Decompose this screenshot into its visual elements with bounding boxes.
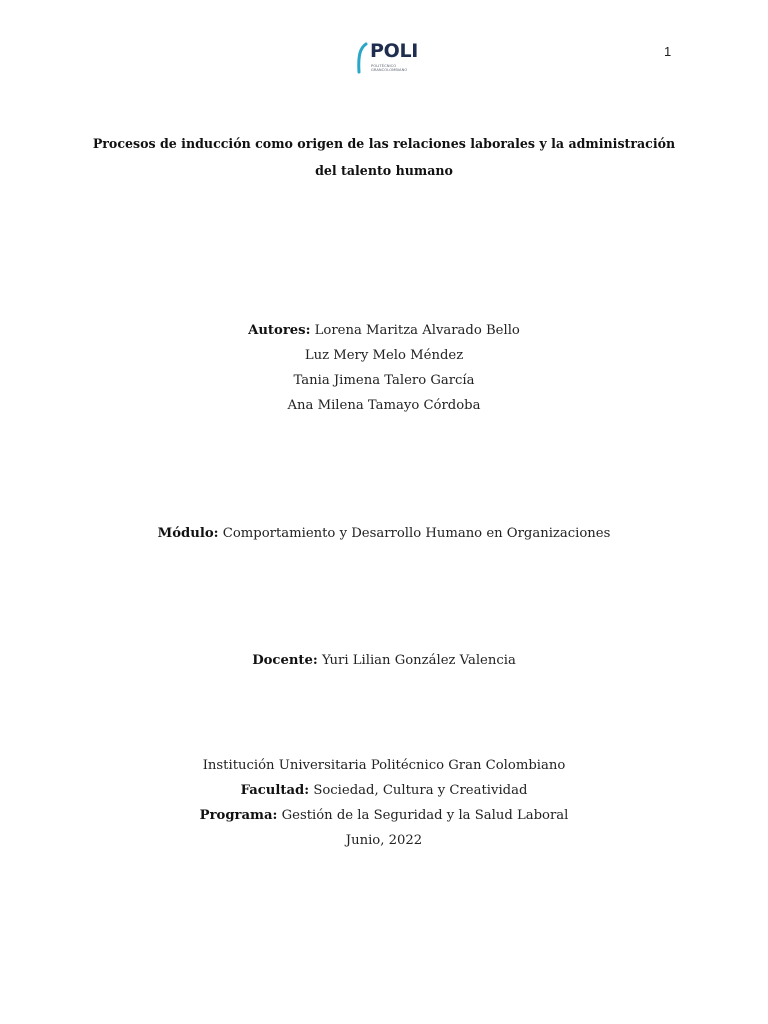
facultad-line [0, 778, 768, 803]
logo-subtext-line1: POLITÉCNICO [371, 64, 397, 68]
authors-first-line [0, 318, 768, 343]
fecha: Junio, 2022 [345, 833, 423, 848]
modulo-line [0, 521, 768, 546]
docente-value: Yuri Lilian González Valencia [321, 653, 516, 668]
programa-line [0, 803, 768, 828]
programa-label: Programa: [199, 808, 278, 823]
page-number: 1 [664, 44, 672, 59]
author-name: Ana Milena Tamayo Córdoba [287, 398, 481, 413]
modulo-value: Comportamiento y Desarrollo Humano en Organizaciones [222, 526, 611, 541]
facultad-value: Sociedad, Cultura y Creatividad [313, 783, 528, 798]
authors-label: Autores: [248, 323, 311, 338]
author-name: Tania Jimena Talero García [293, 373, 475, 388]
document-title: Procesos de inducción como origen de las relaciones laborales y la administración del talento humano [92, 136, 676, 178]
modulo-label: Módulo: [157, 526, 219, 541]
logo-subtext [371, 64, 419, 72]
poli-logo-mark-icon [356, 42, 370, 74]
docente-line [0, 648, 768, 673]
modulo-block [0, 521, 768, 546]
authors-block [0, 318, 768, 418]
facultad-label: Facultad: [240, 783, 310, 798]
institucion-block [0, 753, 768, 853]
programa-value: Gestión de la Seguridad y la Salud Laboral [281, 808, 569, 823]
author-name: Luz Mery Melo Méndez [304, 348, 464, 363]
docente-block [0, 648, 768, 673]
docente-label: Docente: [252, 653, 318, 668]
logo-subtext-line2: GRANCOLOMBIANO [371, 68, 408, 72]
author-name: Lorena Maritza Alvarado Bello [314, 323, 520, 338]
institucion-name: Institución Universitaria Politécnico Gran Colombiano [202, 758, 566, 773]
logo-text: POLI [370, 40, 419, 62]
poli-logo [356, 40, 419, 76]
